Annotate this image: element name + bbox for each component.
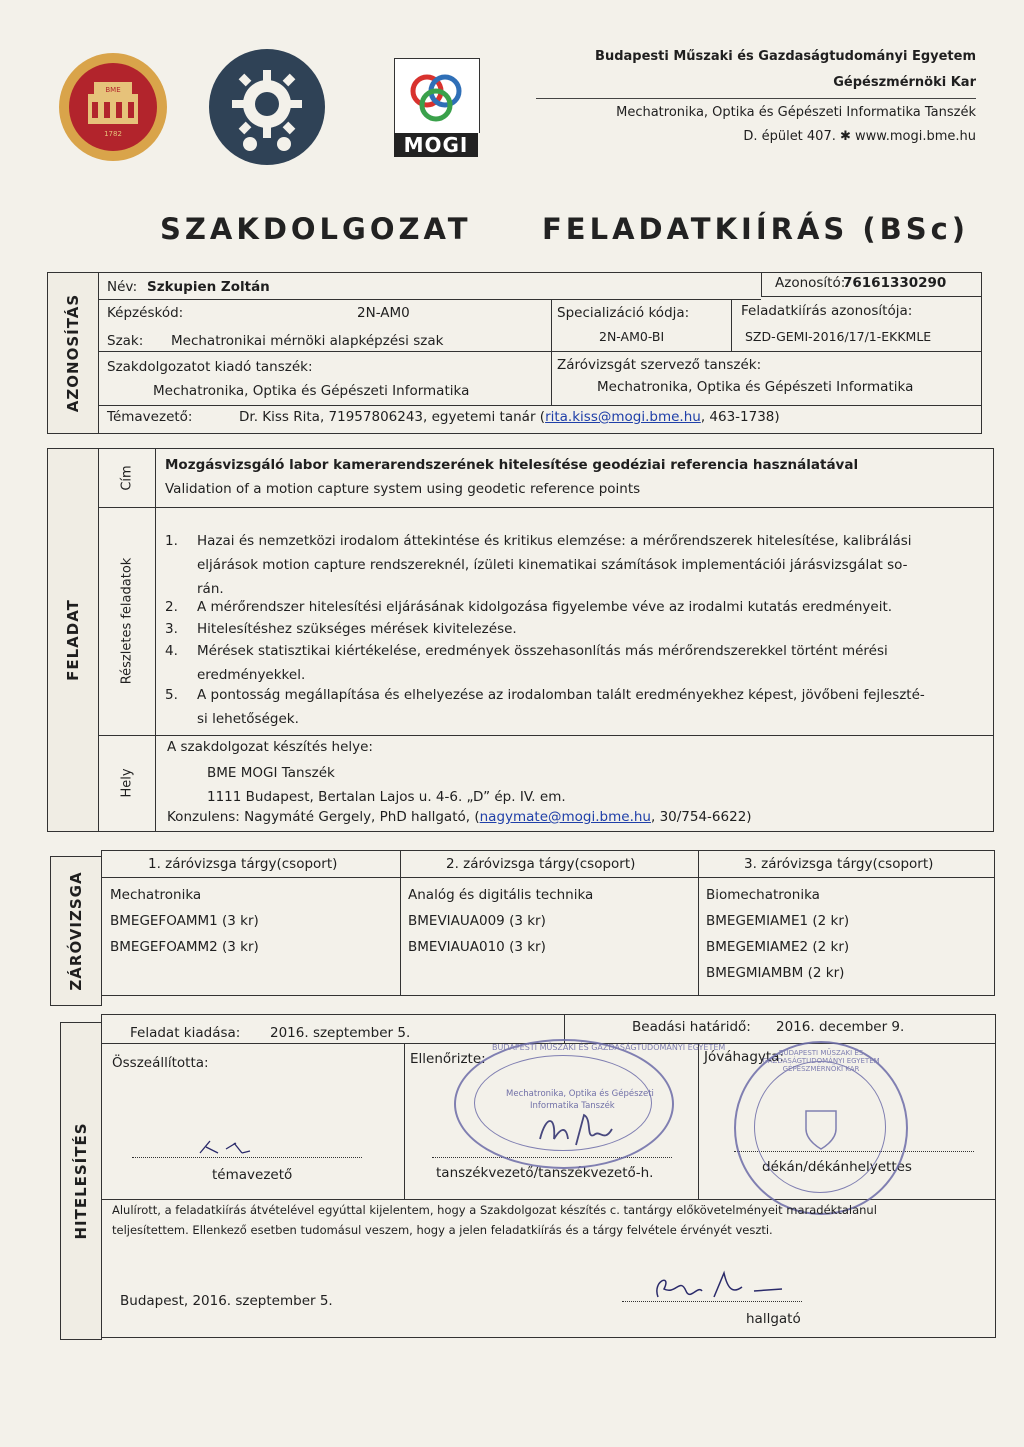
tanszekvezeto-signature	[536, 1109, 616, 1153]
temavezeto-label: Témavezető:	[107, 409, 193, 425]
cim-label: Cím	[119, 465, 135, 491]
mogi-logo-text: MOGI	[394, 133, 478, 157]
szak-label: Szak:	[107, 333, 144, 349]
stamp1-ring-text: BUDAPESTI MŰSZAKI ÉS GAZDASÁGTUDOMÁNYI EGYETEM	[492, 1043, 726, 1052]
feladat-side	[47, 448, 99, 832]
zarovizsga-cell: BMEGEMIAME2 (2 kr)	[706, 939, 850, 955]
azonositas-table	[98, 272, 982, 434]
zarovizsga-cell: BMEVIAUA010 (3 kr)	[408, 939, 546, 955]
stamp1-center-1: Mechatronika, Optika és Gépészeti	[506, 1089, 654, 1099]
zarovizsga-cell: BMEGEFOAMM1 (3 kr)	[110, 913, 259, 929]
azonosito-value: 76161330290	[843, 275, 947, 291]
task-text-line: eredményekkel.	[197, 667, 306, 683]
gear-logo	[208, 48, 326, 166]
kiado-value: Mechatronika, Optika és Gépészeti Informatika	[153, 383, 470, 399]
nev-value: Szkupien Zoltán	[147, 279, 270, 295]
task-text-line: si lehetőségek.	[197, 711, 299, 727]
hely-label: Hely	[119, 768, 135, 798]
beadas-label: Beadási határidő:	[632, 1019, 751, 1035]
ellenorizte-label: Ellenőrizte:	[410, 1051, 486, 1067]
zarovizsga-cell: BMEGEFOAMM2 (3 kr)	[110, 939, 259, 955]
page-title: SZAKDOLGOZAT FELADATKIÍRÁS (BSc)	[160, 212, 970, 246]
task-text-line: Hazai és nemzetközi irodalom áttekintése és kritikus elemzése: a mérőrendszerek hitelesítése, kalibrálási	[197, 533, 912, 549]
azonositas-label: AZONOSÍTÁS	[64, 293, 82, 413]
hallgato-signature	[650, 1267, 790, 1307]
temavezeto-role: témavezető	[212, 1167, 293, 1183]
task-text-line: A pontosság megállapítása és elhelyezése az irodalomban talált eredményekhez képest, jövőbeni fejleszté-	[197, 687, 925, 703]
bme-logo-year: 1782	[104, 130, 122, 138]
zarovizsga-side	[50, 856, 102, 1006]
task-text-line: Hitelesítéshez szükséges mérések kivitelezése.	[197, 621, 517, 637]
statement-line-1: Alulírott, a feladatkiírás átvételével egyúttal kijelentem, hogy a Szakdolgozat készítés c. tantárgy előkövetelményeit maradéktalanul	[112, 1203, 877, 1217]
zarovizsga-cell: BMEGMIAMBM (2 kr)	[706, 965, 845, 981]
nev-label: Név:	[107, 279, 138, 295]
hely-address: 1111 Budapest, Bertalan Lajos u. 4-6. „D” ép. IV. em.	[207, 789, 566, 805]
kepzeskod-label: Képzéskód:	[107, 305, 184, 321]
beadas-value: 2016. december 9.	[776, 1019, 905, 1035]
hely-name: BME MOGI Tanszék	[207, 765, 335, 781]
task-number: 1.	[165, 533, 178, 549]
zarovizsga-column-header: 1. záróvizsga tárgy(csoport)	[148, 856, 338, 872]
statement-line-2: teljesítettem. Ellenkező esetben tudomásul veszem, hogy a jelen feladatkiírás és a tárgy felvétele érvényét veszti.	[112, 1223, 773, 1237]
hallgato-role: hallgató	[746, 1311, 801, 1327]
date-place: Budapest, 2016. szeptember 5.	[120, 1293, 333, 1309]
feladat-az-value: SZD-GEMI-2016/17/1-EKKMLE	[745, 329, 932, 344]
temavezeto-line	[239, 409, 780, 425]
temavezeto-email-link[interactable]: rita.kiss@mogi.bme.hu	[545, 409, 701, 425]
kiado-label: Szakdolgozatot kiadó tanszék:	[107, 359, 313, 375]
bme-logo-text: BME	[105, 86, 121, 94]
hitelesites-label: HITELESÍTÉS	[72, 1122, 90, 1240]
hitelesites-side	[60, 1022, 102, 1340]
department-address: D. épület 407. ✱ www.mogi.bme.hu	[743, 129, 976, 144]
department-name: Mechatronika, Optika és Gépészeti Informatika Tanszék	[616, 105, 976, 120]
konzulens-email-link[interactable]: nagymate@mogi.bme.hu	[479, 809, 651, 825]
task-number: 5.	[165, 687, 178, 703]
university-name: Budapesti Műszaki és Gazdaságtudományi Egyetem	[595, 49, 976, 64]
jovahagyta-label: Jóváhagyta:	[704, 1049, 785, 1065]
coat-of-arms-icon	[796, 1103, 846, 1153]
zarovizsga-cell: Biomechatronika	[706, 887, 820, 903]
temavezeto-phone: , 463-1738)	[700, 409, 780, 425]
zarovizsga-table	[101, 850, 995, 996]
temavezeto-value: Dr. Kiss Rita, 71957806243, egyetemi tanár (	[239, 409, 546, 425]
task-text-line: eljárások motion capture rendszereknél, ízületi kinematikai számítások implementációi járásvizsgálat so-	[197, 557, 908, 573]
department-stamp	[454, 1039, 726, 1169]
konzulens-value: Konzulens: Nagymáté Gergely, PhD hallgató, (	[167, 809, 480, 825]
azonosito-label: Azonosító:	[775, 275, 846, 291]
mogi-logo	[394, 58, 478, 158]
spec-value: 2N-AM0-BI	[599, 329, 665, 344]
zarovizsga-cell: BMEGEMIAME1 (2 kr)	[706, 913, 850, 929]
osszeallitotta-label: Összeállította:	[112, 1055, 209, 1071]
zarovizsga-cell: Mechatronika	[110, 887, 202, 903]
kepzeskod-value: 2N-AM0	[357, 305, 410, 321]
hely-title: A szakdolgozat készítés helye:	[167, 739, 373, 755]
feladat-label: FELADAT	[64, 599, 82, 681]
spec-label: Specializáció kódja:	[557, 305, 690, 321]
faculty-name: Gépészmérnöki Kar	[833, 75, 976, 90]
cim-hu: Mozgásvizsgáló labor kamerarendszerének hitelesítése geodéziai referencia használatával	[165, 457, 859, 473]
task-text-line: rán.	[197, 581, 224, 597]
tanszekvezeto-role: tanszékvezető/tanszékvezető-h.	[436, 1165, 654, 1181]
task-text-line: A mérőrendszer hitelesítési eljárásának kidolgozása figyelembe véve az irodalmi kutatás eredményeit.	[197, 599, 893, 615]
kiadas-label: Feladat kiadása:	[130, 1025, 241, 1041]
stamp2-ring-text: BUDAPESTI MŰSZAKI ÉS GAZDASÁGTUDOMÁNYI EGYETEM GÉPÉSZMÉRNÖKI KAR	[762, 1049, 880, 1073]
dekan-role: dékán/dékánhelyettes	[762, 1159, 912, 1175]
konzulens-phone: , 30/754-6622)	[650, 809, 752, 825]
feladat-table	[98, 448, 994, 832]
task-number: 3.	[165, 621, 178, 637]
task-number: 2.	[165, 599, 178, 615]
zarovizsga-cell: BMEVIAUA009 (3 kr)	[408, 913, 546, 929]
temavezeto-signature	[196, 1135, 276, 1159]
azonositas-side	[47, 272, 99, 434]
task-text-line: Mérések statisztikai kiértékelése, eredmények összehasonlítás más mérőrendszerekkel történt mérési	[197, 643, 888, 659]
kiadas-value: 2016. szeptember 5.	[270, 1025, 411, 1041]
stamp1-center-2: Informatika Tanszék	[530, 1101, 615, 1111]
zarovizsga-tanszek-value: Mechatronika, Optika és Gépészeti Informatika	[597, 379, 914, 395]
faculty-stamp	[734, 1041, 908, 1215]
hitelesites-table	[101, 1014, 996, 1338]
bme-logo	[58, 52, 168, 162]
zarovizsga-column-header: 2. záróvizsga tárgy(csoport)	[446, 856, 636, 872]
zarovizsga-column-header: 3. záróvizsga tárgy(csoport)	[744, 856, 934, 872]
header-divider	[536, 98, 976, 99]
cim-en: Validation of a motion capture system using geodetic reference points	[165, 481, 641, 497]
szak-value: Mechatronikai mérnöki alapképzési szak	[171, 333, 444, 349]
konzulens-line	[167, 809, 752, 825]
feladat-az-label: Feladatkiírás azonosítója:	[741, 303, 913, 319]
zarovizsga-tanszek-label: Záróvizsgát szervező tanszék:	[557, 357, 762, 373]
task-number: 4.	[165, 643, 178, 659]
reszletes-label: Részletes feladatok	[119, 557, 135, 685]
zarovizsga-label: ZÁRÓVIZSGA	[67, 871, 85, 991]
zarovizsga-cell: Analóg és digitális technika	[408, 887, 594, 903]
